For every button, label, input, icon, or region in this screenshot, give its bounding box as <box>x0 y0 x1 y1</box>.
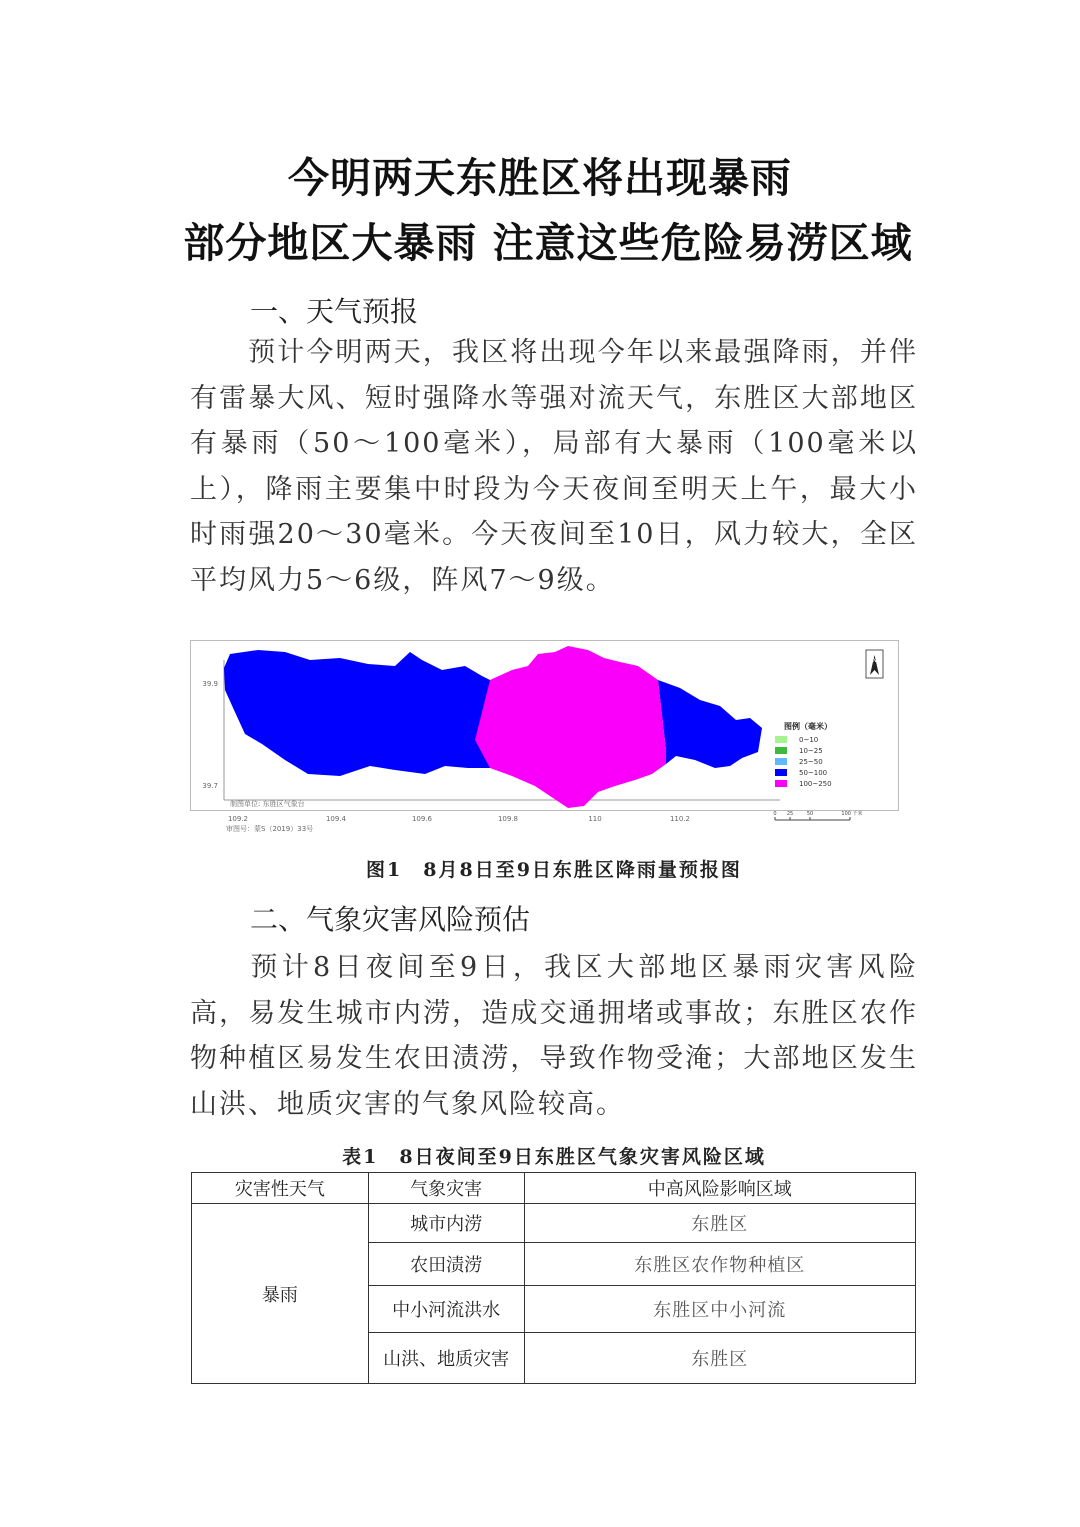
y-tick: 39.7 <box>202 782 218 790</box>
disaster-cell: 城市内涝 <box>368 1204 524 1243</box>
legend-swatch <box>775 780 787 787</box>
map-review-number: 审图号：蒙S（2019）33号 <box>226 825 314 833</box>
x-tick: 109.2 <box>227 815 249 823</box>
table-row <box>192 1204 916 1243</box>
table-caption: 表1 8日夜间至9日东胜区气象灾害风险区域 <box>342 1146 766 1168</box>
legend-label: 100~250 <box>799 780 832 788</box>
x-tick: 110 <box>588 815 602 823</box>
svg-text:50: 50 <box>806 811 814 817</box>
section-2-heading: 二、气象灾害风险预估 <box>250 903 531 936</box>
area-cell: 东胜区中小河流 <box>524 1286 915 1333</box>
legend-swatch <box>775 769 787 776</box>
page-title-line-1: 今明两天东胜区将出现暴雨 <box>288 154 792 202</box>
rainfall-forecast-map <box>190 640 902 836</box>
svg-text:100 千米: 100 千米 <box>841 811 863 817</box>
map-source-label: 制图单位: 东胜区气象台 <box>230 800 305 808</box>
weather-type-cell: 暴雨 <box>192 1204 369 1384</box>
page-title-line-2: 部分地区大暴雨 注意这些危险易涝区域 <box>183 219 913 267</box>
section-2-paragraph: 预计8日夜间至9日，我区大部地区暴雨灾害风险高，易发生城市内涝，造成交通拥堵或事故；东胜区农作物种植区易发生农田渍涝，导致作物受淹；大部地区发生山洪、地质灾害的气象风险较高。 <box>190 952 918 1120</box>
north-arrow-icon <box>866 650 883 678</box>
figure-caption: 图1 8月8日至9日东胜区降雨量预报图 <box>366 859 742 881</box>
disaster-cell: 农田渍涝 <box>368 1243 524 1286</box>
x-tick: 109.4 <box>325 815 347 823</box>
section-1-heading: 一、天气预报 <box>250 295 419 328</box>
x-tick: 109.8 <box>497 815 519 823</box>
svg-text:N: N <box>872 657 877 664</box>
x-tick: 109.6 <box>411 815 433 823</box>
table-header-row <box>192 1173 916 1204</box>
disaster-cell: 中小河流洪水 <box>368 1286 524 1333</box>
table-header-cell: 灾害性天气 <box>192 1173 369 1204</box>
legend-title: 图例（毫米） <box>784 722 832 731</box>
section-1-paragraph: 预计今明两天，我区将出现今年以来最强降雨，并伴有雷暴大风、短时强降水等强对流天气，东胜区大部地区有暴雨（50～100毫米），局部有大暴雨（100毫米以上），降雨主要集中时段为今天夜间至明天上午，最大小时雨强20～30毫米。今天夜间至10日，风力较大，全区平均风力5～6级，阵风7～9级。 <box>190 337 918 596</box>
legend-swatch <box>775 736 787 743</box>
svg-text:0: 0 <box>773 811 777 817</box>
area-cell: 东胜区 <box>524 1204 915 1243</box>
table-header-cell: 气象灾害 <box>368 1173 524 1204</box>
svg-text:25: 25 <box>786 811 794 817</box>
x-tick: 110.2 <box>669 815 691 823</box>
legend-label: 10~25 <box>799 747 823 755</box>
map-scale-bar <box>773 810 862 820</box>
table-header-cell: 中高风险影响区域 <box>524 1173 915 1204</box>
area-cell: 东胜区农作物种植区 <box>524 1243 915 1286</box>
legend-swatch <box>775 758 787 765</box>
legend-label: 50~100 <box>799 769 828 777</box>
risk-table <box>191 1172 916 1384</box>
y-tick: 39.9 <box>202 680 218 688</box>
legend-swatch <box>775 747 787 754</box>
area-cell: 东胜区 <box>524 1333 915 1384</box>
disaster-cell: 山洪、地质灾害 <box>368 1333 524 1384</box>
legend-label: 25~50 <box>799 758 823 766</box>
legend-label: 0~10 <box>799 736 819 744</box>
